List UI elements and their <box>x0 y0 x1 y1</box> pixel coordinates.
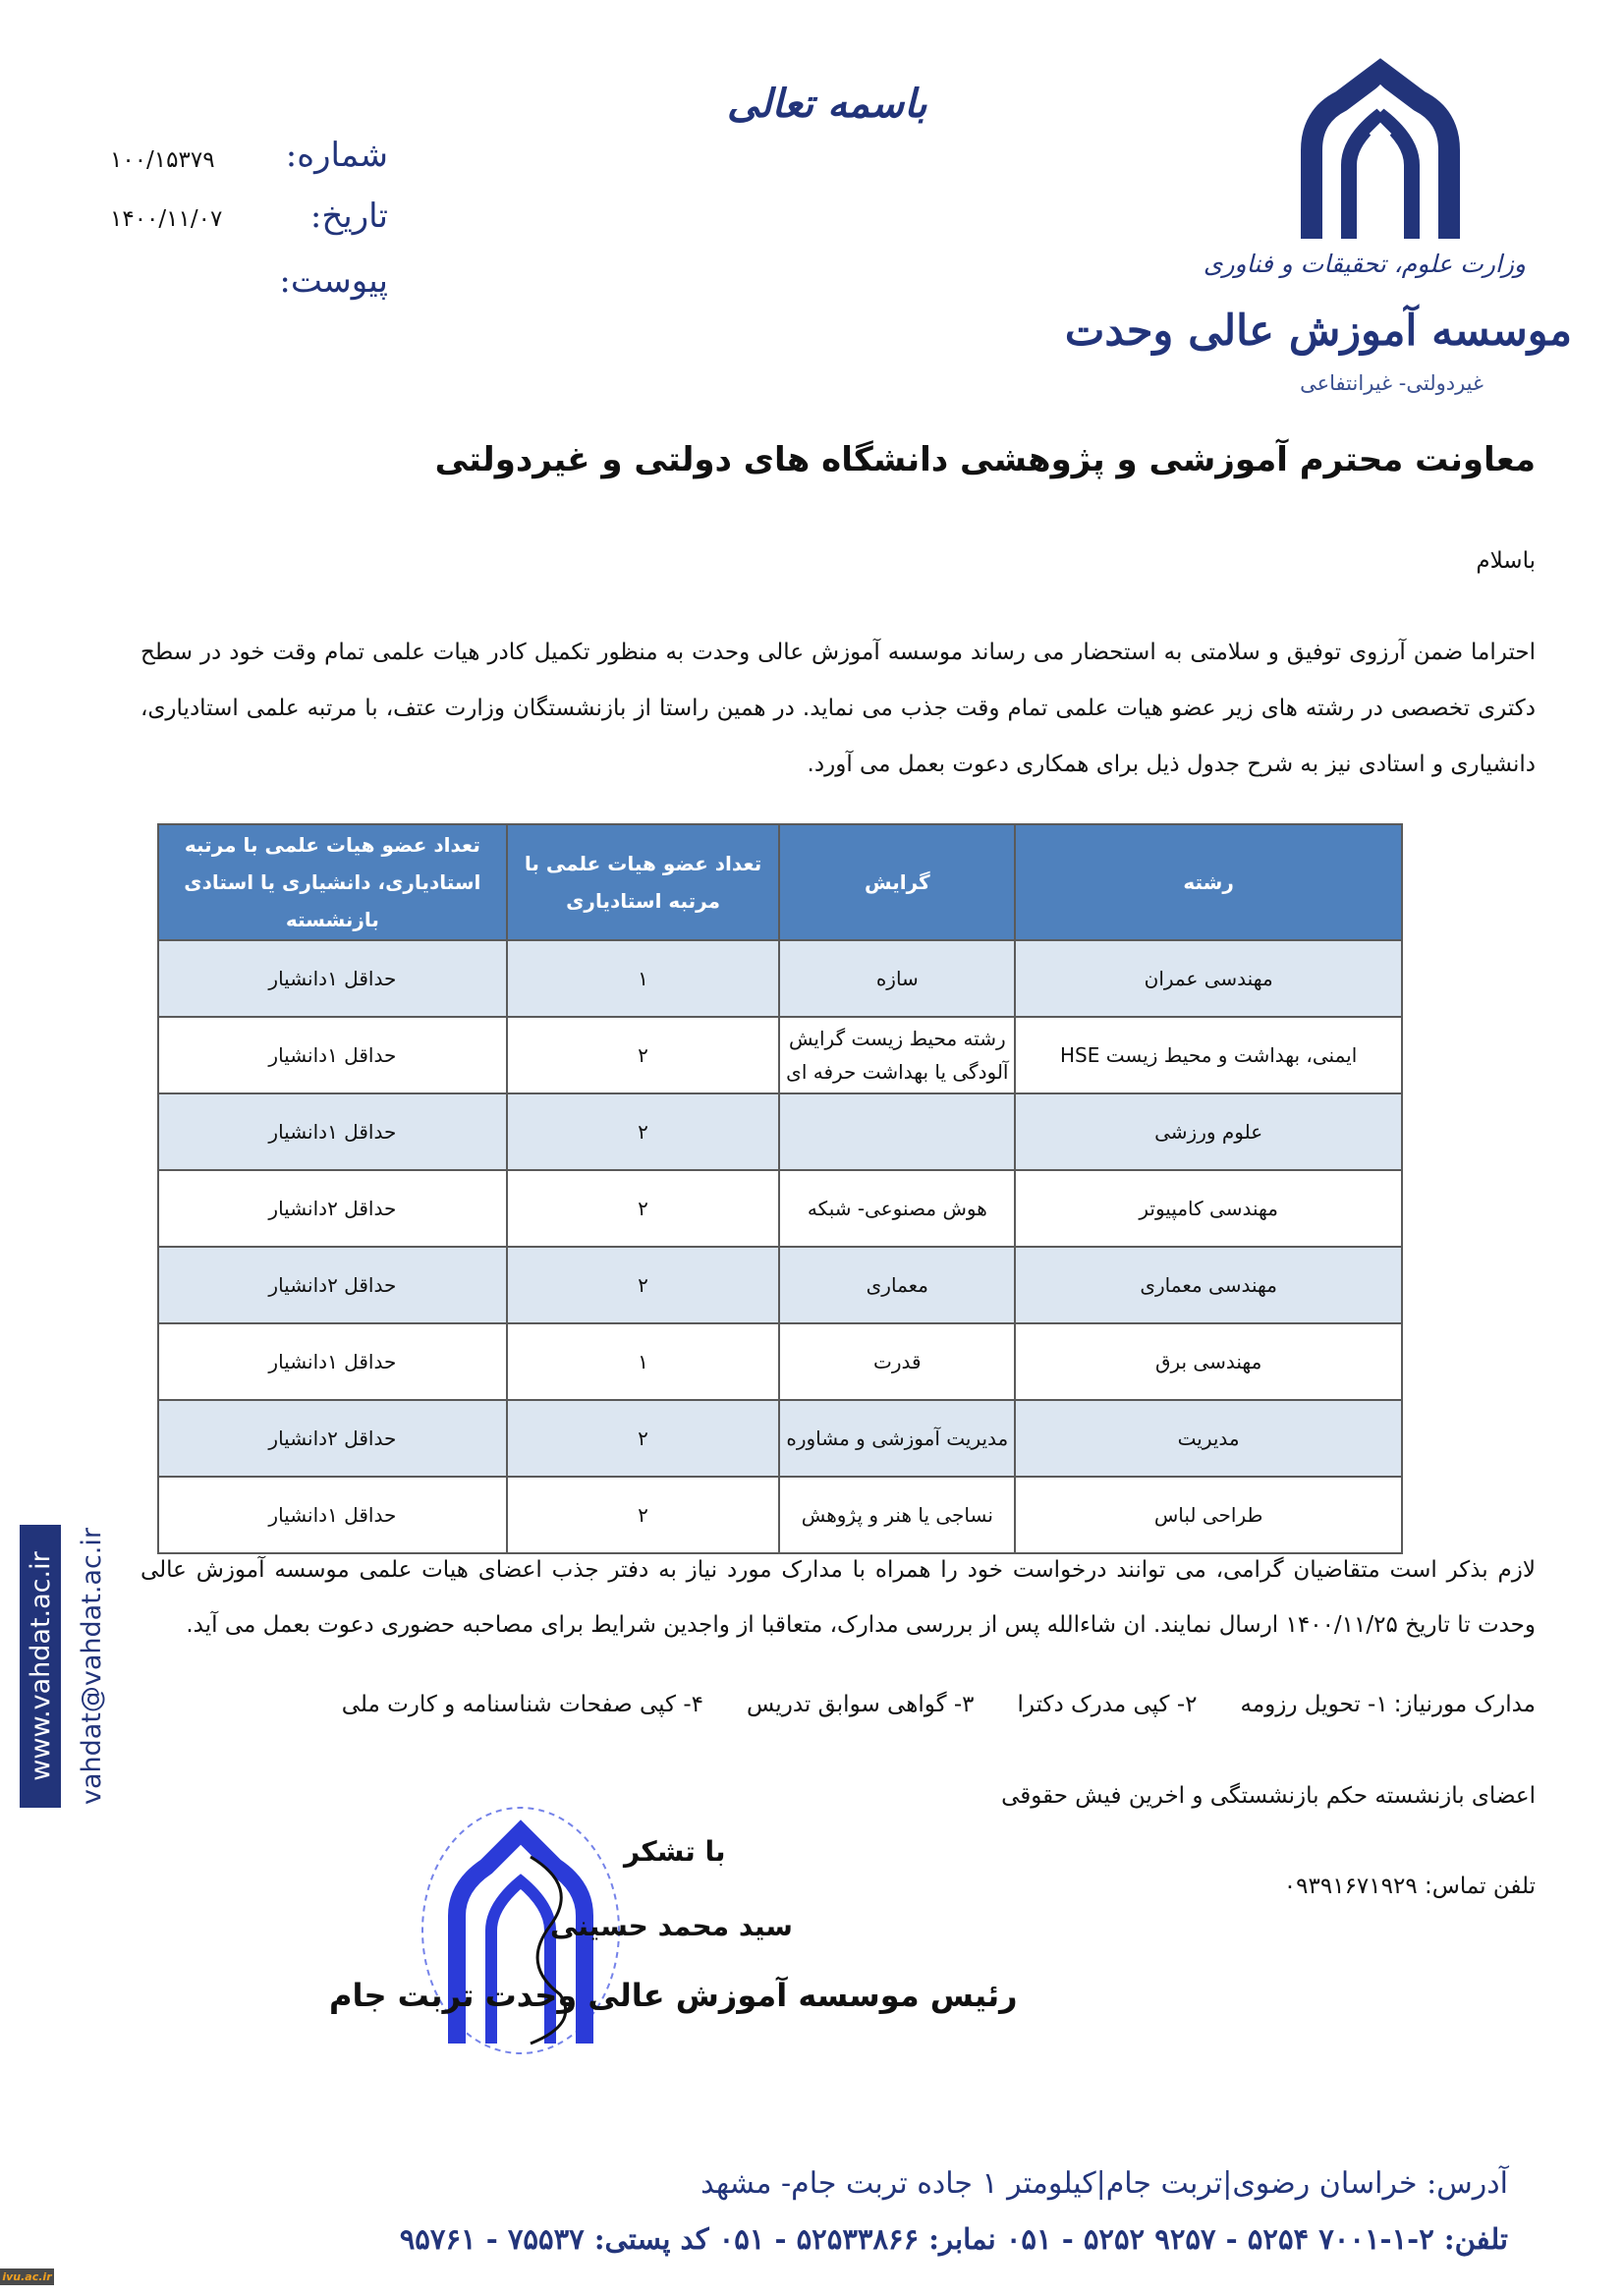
cell-specialty: مدیریت آموزشی و مشاوره <box>779 1400 1015 1477</box>
cell-retired-count: حداقل ۱دانشیار <box>158 940 507 1017</box>
header-specialty: گرایش <box>779 824 1015 940</box>
cell-retired-count: حداقل ۲دانشیار <box>158 1247 507 1323</box>
table-header-row <box>158 824 1402 940</box>
basmala: باسمه تعالی <box>727 81 927 127</box>
greeting: باسلام <box>1476 548 1536 574</box>
requirement-item: ۴- کپی صفحات شناسنامه و کارت ملی <box>341 1692 703 1717</box>
faculty-positions-table <box>157 823 1403 1554</box>
table-row <box>158 1400 1402 1477</box>
cell-retired-count: حداقل ۲دانشیار <box>158 1170 507 1247</box>
letter-date: ۱۴۰۰/۱۱/۰۷ <box>110 206 223 232</box>
cell-retired-count: حداقل ۱دانشیار <box>158 1093 507 1170</box>
recipient-heading: معاونت محترم آموزشی و پژوهشی دانشگاه های دولتی و غیردولتی <box>434 440 1536 479</box>
table-row <box>158 1017 1402 1093</box>
cell-assistant-count: ۲ <box>507 1017 780 1093</box>
logo-institute-type: غیردولتی- غیرانتفاعی <box>1300 371 1484 395</box>
table-row <box>158 1170 1402 1247</box>
watermark-badge: ivu.ac.ir <box>0 2268 54 2285</box>
table-row <box>158 1247 1402 1323</box>
cell-specialty: هوش مصنوعی- شبکه <box>779 1170 1015 1247</box>
cell-field: مهندسی کامپیوتر <box>1015 1170 1402 1247</box>
header-retired-count: تعداد عضو هیات علمی با مرتبه استادیاری، دانشیاری یا استادی بازنشسته <box>158 824 507 940</box>
closing-paragraph: لازم بذکر است متقاضیان گرامی، می توانند درخواست خود را همراه با مدارک مورد نیاز به دفتر جذب اعضای هیات علمی موسسه آموزش عالی وحدت تا تاریخ ۱۴۰۰/۱۱/۲۵ ارسال نمایند. ان شاءالله پس از بررسی مدارک، متعاقبا از واجدین شرایط برای مصاحبه حضوری دعوت بعمل می آید. <box>140 1557 1536 1638</box>
footer-address: آدرس: خراسان رضوی|تربت جام|کیلومتر ۱ جاده تربت جام- مشهد <box>700 2166 1508 2201</box>
requirement-item: ۳- گواهی سوابق تدریس <box>746 1692 975 1717</box>
cell-retired-count: حداقل ۱دانشیار <box>158 1477 507 1553</box>
cell-retired-count: حداقل ۲دانشیار <box>158 1400 507 1477</box>
signatory-title: رئیس موسسه آموزش عالی وحدت تربت جام <box>329 1977 1018 2014</box>
cell-specialty: سازه <box>779 940 1015 1017</box>
cell-field: مهندسی معماری <box>1015 1247 1402 1323</box>
signatory-name: سید محمد حسینی <box>550 1910 793 1942</box>
requirement-item: ۱- تحویل رزومه <box>1240 1692 1388 1717</box>
cell-assistant-count: ۲ <box>507 1400 780 1477</box>
attachment-label: پیوست: <box>279 261 388 301</box>
retired-members-note: اعضای بازنشسته حکم بازنشستگی و اخرین فیش حقوقی <box>1001 1783 1536 1809</box>
cell-field: مهندسی عمران <box>1015 940 1402 1017</box>
institute-logo <box>1064 57 1606 411</box>
header-field: رشته <box>1015 824 1402 940</box>
cell-field: مهندسی برق <box>1015 1323 1402 1400</box>
contact-phone: تلفن تماس: ۰۹۳۹۱۶۷۱۹۲۹ <box>1283 1874 1536 1899</box>
cell-assistant-count: ۲ <box>507 1247 780 1323</box>
table-row <box>158 1093 1402 1170</box>
cell-specialty: معماری <box>779 1247 1015 1323</box>
cell-retired-count: حداقل ۱دانشیار <box>158 1017 507 1093</box>
requirement-item: ۲- کپی مدرک دکترا <box>1017 1692 1198 1717</box>
cell-field: علوم ورزشی <box>1015 1093 1402 1170</box>
logo-institute-name: موسسه آموزش عالی وحدت <box>1064 307 1572 356</box>
cell-assistant-count: ۱ <box>507 940 780 1017</box>
cell-retired-count: حداقل ۱دانشیار <box>158 1323 507 1400</box>
cell-assistant-count: ۲ <box>507 1477 780 1553</box>
cell-specialty: قدرت <box>779 1323 1015 1400</box>
cell-assistant-count: ۱ <box>507 1323 780 1400</box>
cell-field: طراحی لباس <box>1015 1477 1402 1553</box>
cell-field: ایمنی، بهداشت و محیط زیست HSE <box>1015 1017 1402 1093</box>
number-label: شماره: <box>285 136 388 175</box>
required-documents <box>299 1692 1536 1717</box>
cell-specialty: رشته محیط زیست گرایش آلودگی یا بهداشت حرفه ای <box>779 1017 1015 1093</box>
requirements-label: مدارک مورنیاز: <box>1393 1692 1536 1717</box>
table-row <box>158 940 1402 1017</box>
signature-thanks: با تشکر <box>624 1835 726 1868</box>
header-assistant-count: تعداد عضو هیات علمی با مرتبه استادیاری <box>507 824 780 940</box>
letter-number: ۱۰۰/۱۵۳۷۹ <box>110 147 215 173</box>
footer-phones: تلفن: ۲-۱-۷۰۰۱ ۵۲۵۴ - ۹۲۵۷ ۵۲۵۲ - ۰۵۱ نمابر: ۵۲۵۳۳۸۶۶ - ۰۵۱ کد پستی: ۷۵۵۳۷ - ۹۵۷۶۱ <box>399 2222 1508 2256</box>
cell-specialty <box>779 1093 1015 1170</box>
email-link[interactable]: vahdat@vahdat.ac.ir <box>77 1528 107 1805</box>
intro-paragraph: احتراما ضمن آرزوی توفیق و سلامتی به استحضار می رساند موسسه آموزش عالی وحدت به منظور تکمیل کادر هیات علمی تمام وقت خود در سطح دکتری تخصصی در رشته های زیر عضو هیات علمی تمام وقت جذب می نماید. در همین راستا از بازنشستگان وزارت عتف، با مرتبه علمی استادیاری، دانشیاری و استادی نیز به شرح جدول ذیل برای همکاری دعوت بعمل می آورد. <box>140 640 1536 777</box>
logo-ministry-text: وزارت علوم، تحقیقات و فناوری <box>1203 250 1526 278</box>
date-label: تاریخ: <box>309 196 388 236</box>
cell-specialty: نساجی یا هنر و پژوهش <box>779 1477 1015 1553</box>
mosque-arch-icon <box>1282 57 1479 244</box>
table-row <box>158 1323 1402 1400</box>
cell-assistant-count: ۲ <box>507 1170 780 1247</box>
cell-field: مدیریت <box>1015 1400 1402 1477</box>
cell-assistant-count: ۲ <box>507 1093 780 1170</box>
website-link[interactable]: www.vahdat.ac.ir <box>26 1551 56 1781</box>
